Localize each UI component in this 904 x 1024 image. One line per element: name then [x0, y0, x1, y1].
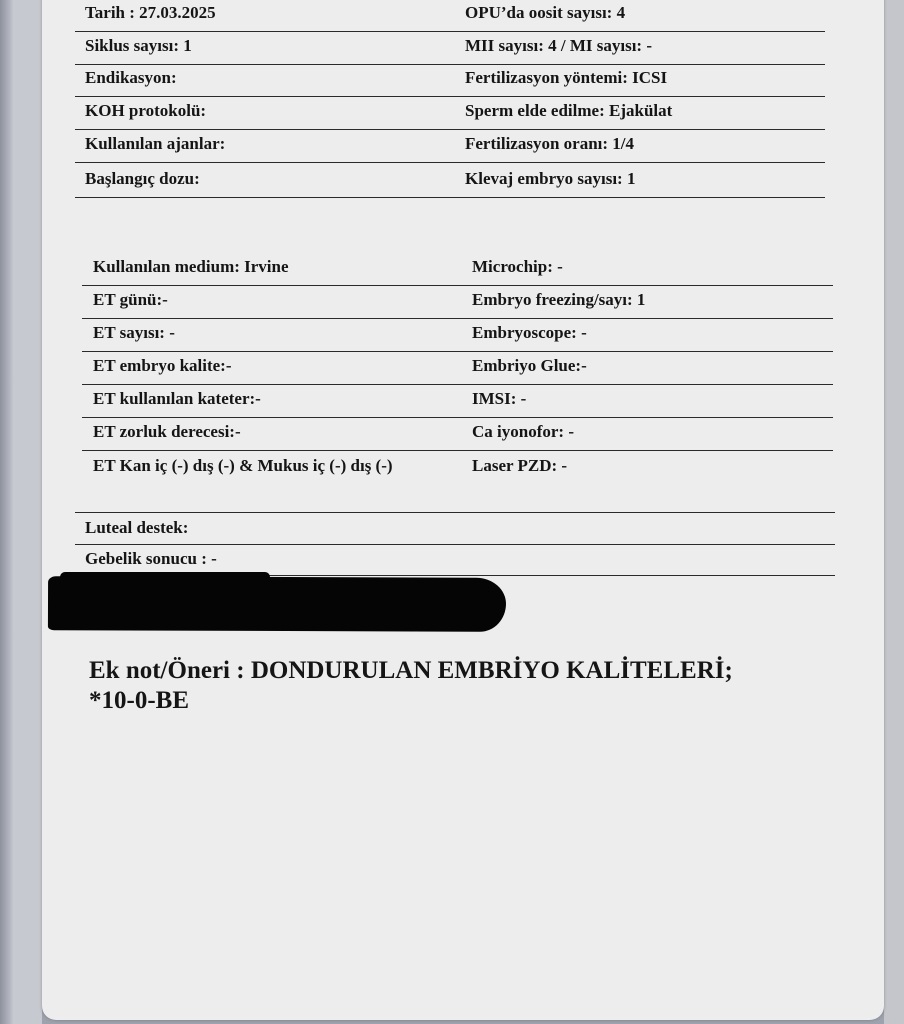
embryoscope: Embryoscope: -: [472, 323, 587, 342]
medium-used: Kullanılan medium: Irvine: [93, 257, 289, 276]
lab-row-difficulty: [82, 417, 833, 451]
info-row-dose: [75, 164, 825, 198]
outcome-row-luteal: [75, 512, 835, 545]
note-line-2: *10-0-BE: [89, 687, 189, 714]
info-row-date: [75, 0, 825, 32]
starting-dose: Başlangıç dozu:: [85, 169, 200, 188]
imsi: IMSI: -: [472, 389, 527, 408]
additional-note: [89, 656, 733, 716]
lab-row-et-quality: [82, 351, 833, 385]
sperm-source: Sperm elde edilme: Ejakülat: [465, 101, 673, 120]
microchip: Microchip: -: [472, 257, 563, 276]
cleavage-embryo-count: Klevaj embryo sayısı: 1: [465, 169, 636, 188]
info-row-agents: [75, 129, 825, 163]
mii-mi-count: MII sayısı: 4 / MI sayısı: -: [465, 36, 652, 55]
et-catheter: ET kullanılan kateter:-: [93, 389, 261, 408]
info-row-cycle: [75, 31, 825, 65]
koh-protocol: KOH protokolü:: [85, 101, 207, 120]
lab-row-blood-mucus: [82, 451, 833, 484]
window-right-margin: [884, 0, 904, 1024]
info-row-protocol: [75, 96, 825, 130]
lab-row-medium: [82, 252, 833, 286]
ca-ionophore: Ca iyonofor: -: [472, 422, 574, 441]
lab-row-catheter: [82, 384, 833, 418]
agents-used: Kullanılan ajanlar:: [85, 134, 226, 153]
luteal-support: Luteal destek:: [85, 518, 189, 537]
redaction-mark: [48, 576, 506, 632]
opu-oocyte-count: OPU’da oosit sayısı: 4: [465, 3, 626, 22]
lab-row-et-count: [82, 318, 833, 352]
lab-row-et-day: [82, 285, 833, 319]
date-field: Tarih : 27.03.2025: [85, 3, 216, 22]
window-left-edge: [0, 0, 14, 1024]
pregnancy-result: Gebelik sonucu : -: [85, 549, 217, 568]
et-difficulty: ET zorluk derecesi:-: [93, 422, 241, 441]
info-row-indication: [75, 63, 825, 97]
indication: Endikasyon:: [85, 68, 177, 87]
window-left-margin: [14, 0, 42, 1024]
et-blood-mucus: ET Kan iç (-) dış (-) & Mukus iç (-) dış (-): [93, 456, 393, 475]
et-day: ET günü:-: [93, 290, 168, 309]
cycle-count: Siklus sayısı: 1: [85, 36, 192, 55]
fertilization-method: Fertilizasyon yöntemi: ICSI: [465, 68, 668, 87]
embryo-freezing: Embryo freezing/sayı: 1: [472, 290, 646, 309]
laser-pzd: Laser PZD: -: [472, 456, 568, 475]
note-line-1: Ek not/Öneri : DONDURULAN EMBRİYO KALİTELERİ;: [89, 657, 733, 684]
fertilization-rate: Fertilizasyon oranı: 1/4: [465, 134, 635, 153]
et-count: ET sayısı: -: [93, 323, 175, 342]
embryo-glue: Embriyo Glue:-: [472, 356, 587, 375]
et-embryo-quality: ET embryo kalite:-: [93, 356, 232, 375]
